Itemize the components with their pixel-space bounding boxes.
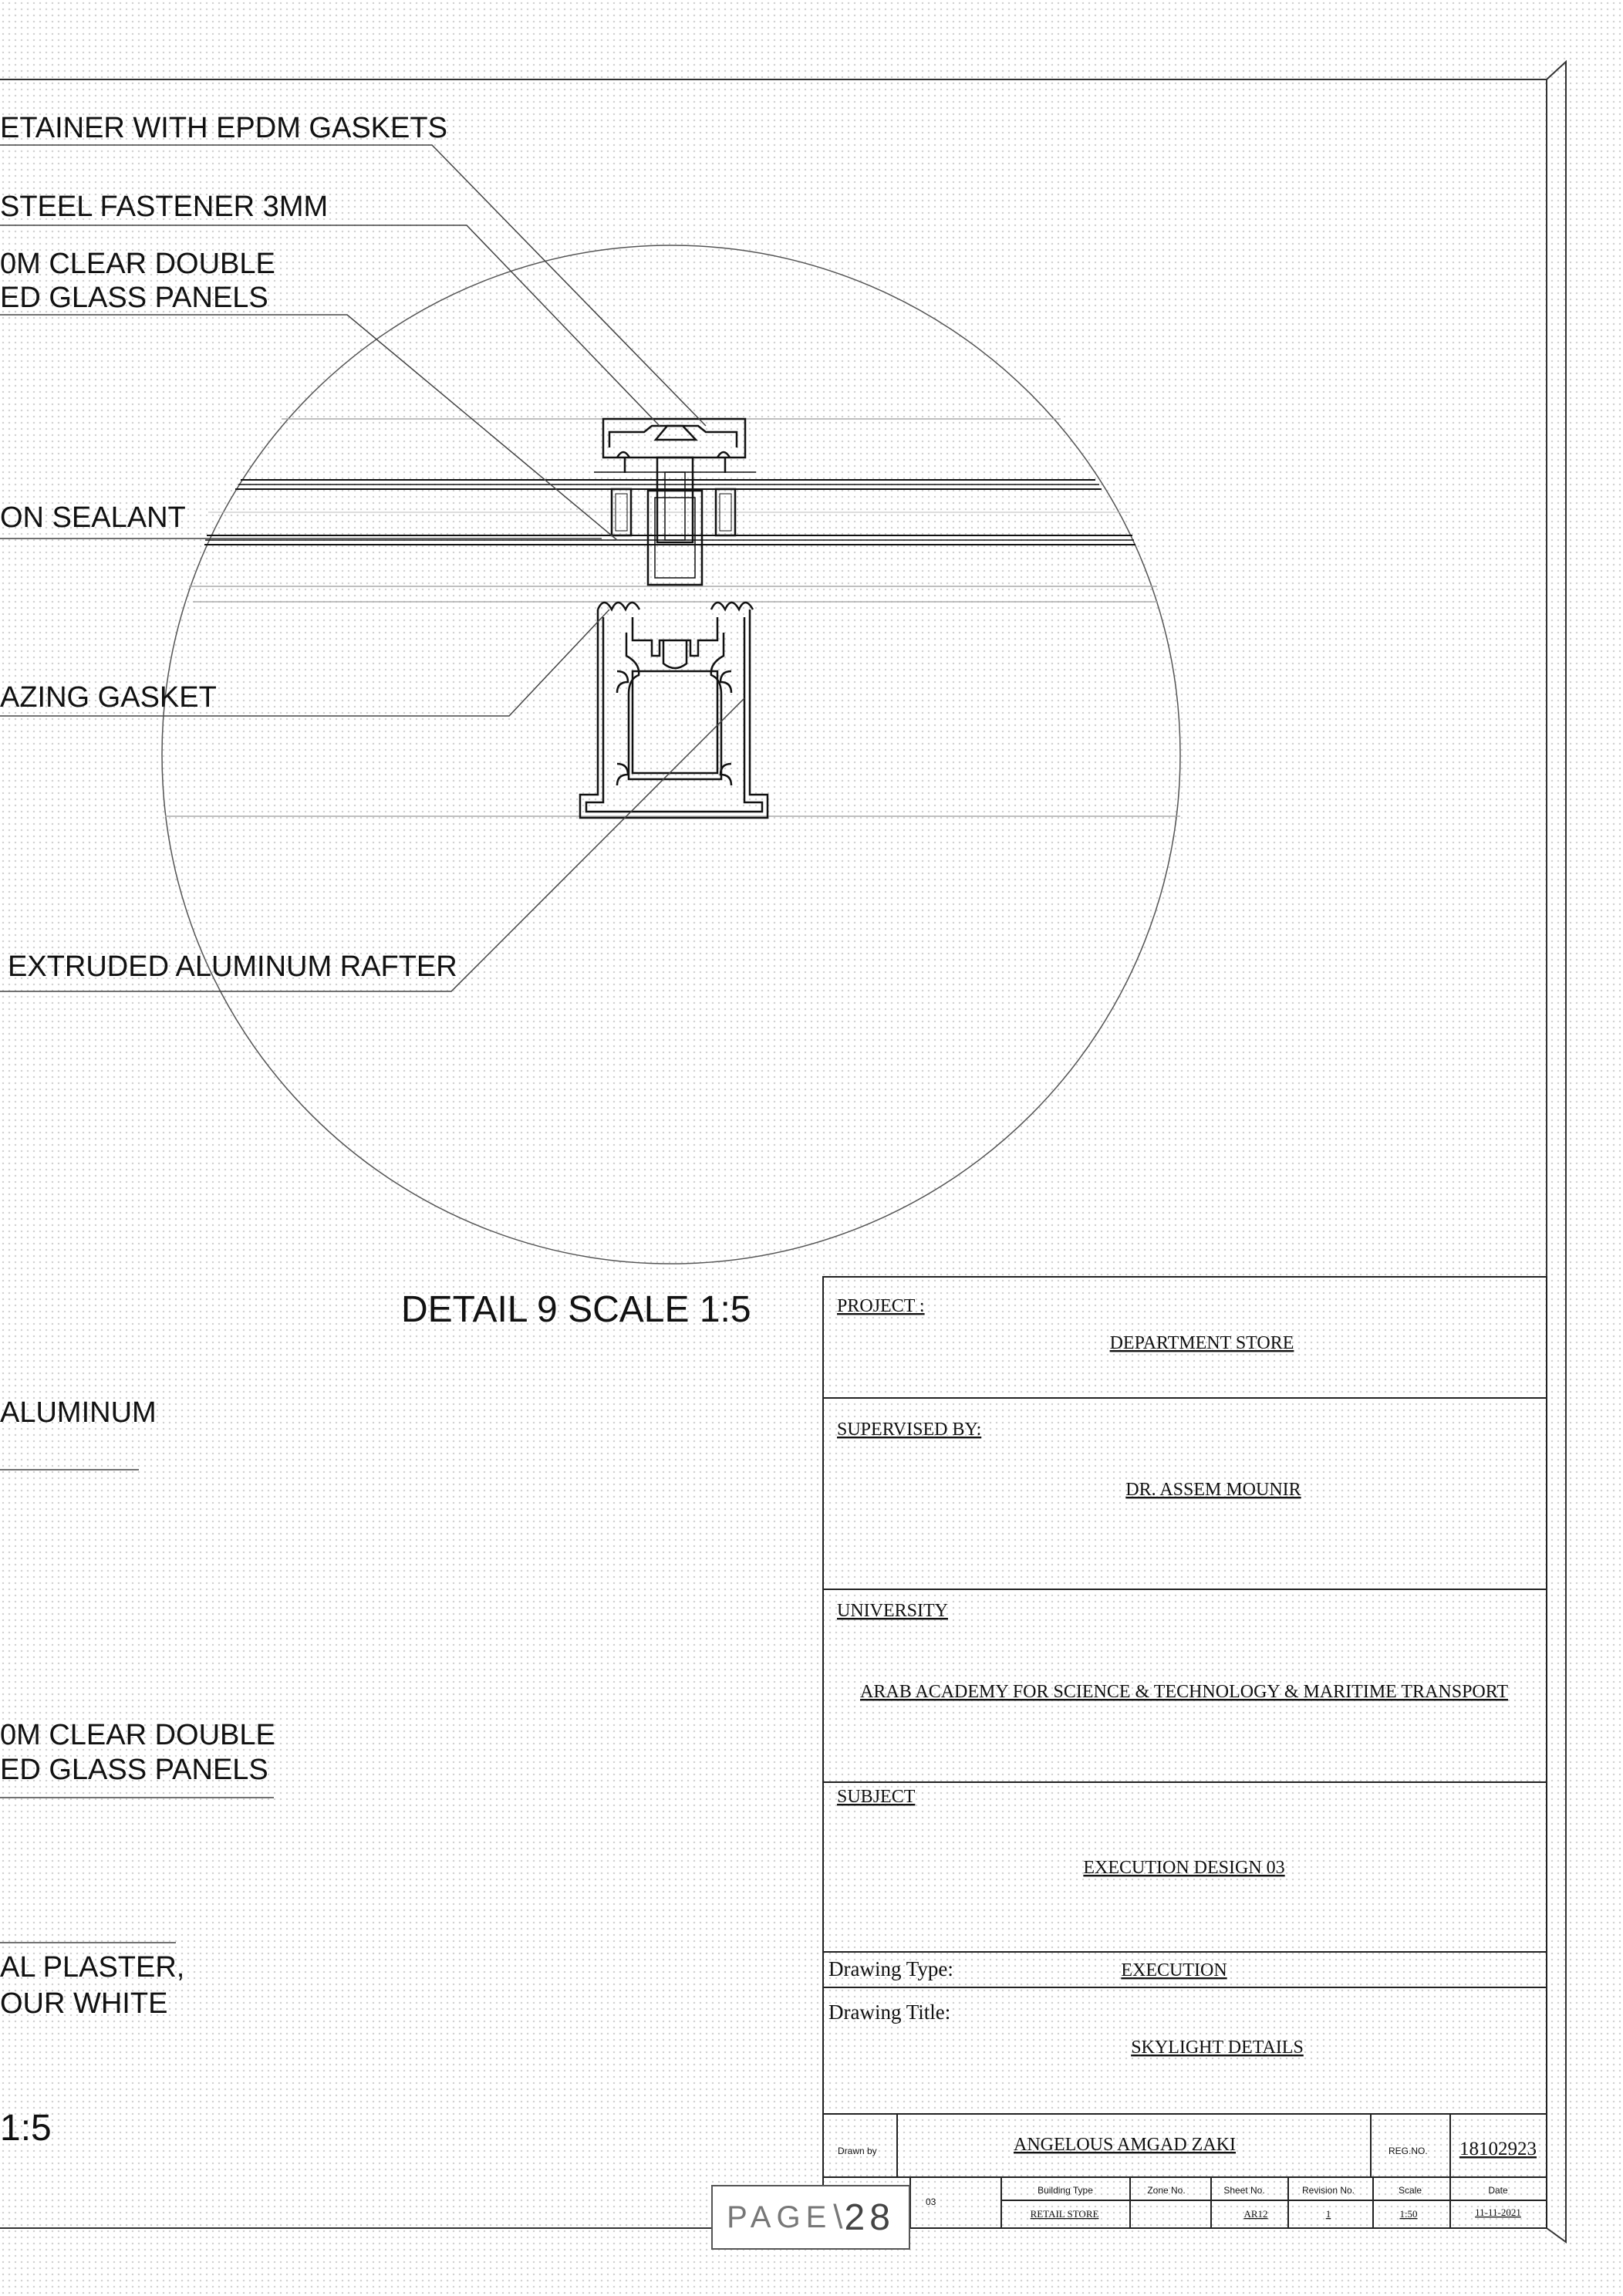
- leader-lines: [0, 145, 744, 1943]
- page-word: PAGE: [727, 2200, 832, 2234]
- drawing-type-label: Drawing Type:: [828, 1957, 953, 1980]
- supervised-label: SUPERVISED BY:: [837, 1420, 982, 1440]
- col-building-type-header: Building Type: [1038, 2185, 1093, 2196]
- sheet-code: 03: [926, 2196, 936, 2207]
- label-glass-line1: 0M CLEAR DOUBLE: [0, 248, 275, 280]
- left-fragments: [0, 1396, 275, 2149]
- aluminum-rafter: [580, 603, 768, 818]
- fragment-scale: 1:5: [0, 2108, 52, 2149]
- page-number: 28: [844, 2196, 895, 2238]
- subject-label: SUBJECT: [837, 1787, 916, 1807]
- retainer-cap: [594, 419, 756, 473]
- drawing-title-value: SKYLIGHT DETAILS: [1131, 2038, 1304, 2058]
- label-glazing-gasket: AZING GASKET: [0, 681, 217, 714]
- label-retainer: ETAINER WITH EPDM GASKETS: [0, 112, 447, 144]
- project-value: DEPARTMENT STORE: [1109, 1333, 1294, 1353]
- detail-circle: [162, 245, 1180, 1264]
- fragment-glass-line2: ED GLASS PANELS: [0, 1754, 268, 1786]
- project-label: PROJECT :: [837, 1296, 925, 1316]
- university-value: ARAB ACADEMY FOR SCIENCE & TECHNOLOGY & MARITIME TRANSPORT: [860, 1682, 1508, 1702]
- drawing-title-label: Drawing Title:: [828, 2001, 951, 2024]
- fragment-glass-line1: 0M CLEAR DOUBLE: [0, 1719, 275, 1751]
- drawn-by-value: ANGELOUS AMGAD ZAKI: [1014, 2135, 1236, 2155]
- fragment-plaster-line2: OUR WHITE: [0, 1987, 168, 2020]
- label-silicon-sealant: ON SEALANT: [0, 501, 186, 534]
- label-steel-fastener: STEEL FASTENER 3MM: [0, 191, 329, 223]
- col-date-value: 11-11-2021: [1475, 2207, 1521, 2218]
- subject-value: EXECUTION DESIGN 03: [1083, 1858, 1285, 1878]
- supervised-value: DR. ASSEM MOUNIR: [1125, 1480, 1301, 1500]
- steel-fastener: [648, 458, 702, 585]
- col-sheet-header: Sheet No.: [1223, 2185, 1265, 2196]
- detail-labels: [0, 112, 751, 1330]
- col-revision-header: Revision No.: [1301, 2185, 1355, 2196]
- label-glass-line2: ED GLASS PANELS: [0, 282, 268, 314]
- drawn-by-label: Drawn by: [838, 2146, 877, 2156]
- fragment-aluminum: ALUMINUM: [0, 1396, 157, 1429]
- drawing-type-value: EXECUTION: [1121, 1960, 1227, 1980]
- page-separator: \: [833, 2198, 843, 2236]
- detail-circle-group: [162, 245, 1180, 1264]
- reg-label: REG.NO.: [1388, 2146, 1428, 2156]
- col-date-header: Date: [1488, 2185, 1508, 2196]
- page-number-badge: [711, 2185, 910, 2250]
- sheet-border: [0, 62, 1566, 2242]
- reg-value: 18102923: [1459, 2139, 1537, 2159]
- col-scale-header: Scale: [1398, 2185, 1422, 2196]
- col-building-type-value: RETAIL STORE: [1030, 2208, 1099, 2220]
- label-aluminum-rafter: EXTRUDED ALUMINUM RAFTER: [8, 950, 457, 983]
- glass-panels: [204, 480, 1135, 545]
- title-block: [823, 1277, 1547, 2228]
- fragment-plaster-line1: AL PLASTER,: [0, 1951, 185, 1984]
- col-sheet-value: AR12: [1243, 2208, 1268, 2220]
- col-revision-value: 1: [1325, 2208, 1331, 2220]
- university-label: UNIVERSITY: [837, 1601, 948, 1621]
- detail-title: DETAIL 9 SCALE 1:5: [401, 1289, 751, 1330]
- col-zone-header: Zone No.: [1147, 2185, 1186, 2196]
- col-scale-value: 1:50: [1399, 2208, 1418, 2220]
